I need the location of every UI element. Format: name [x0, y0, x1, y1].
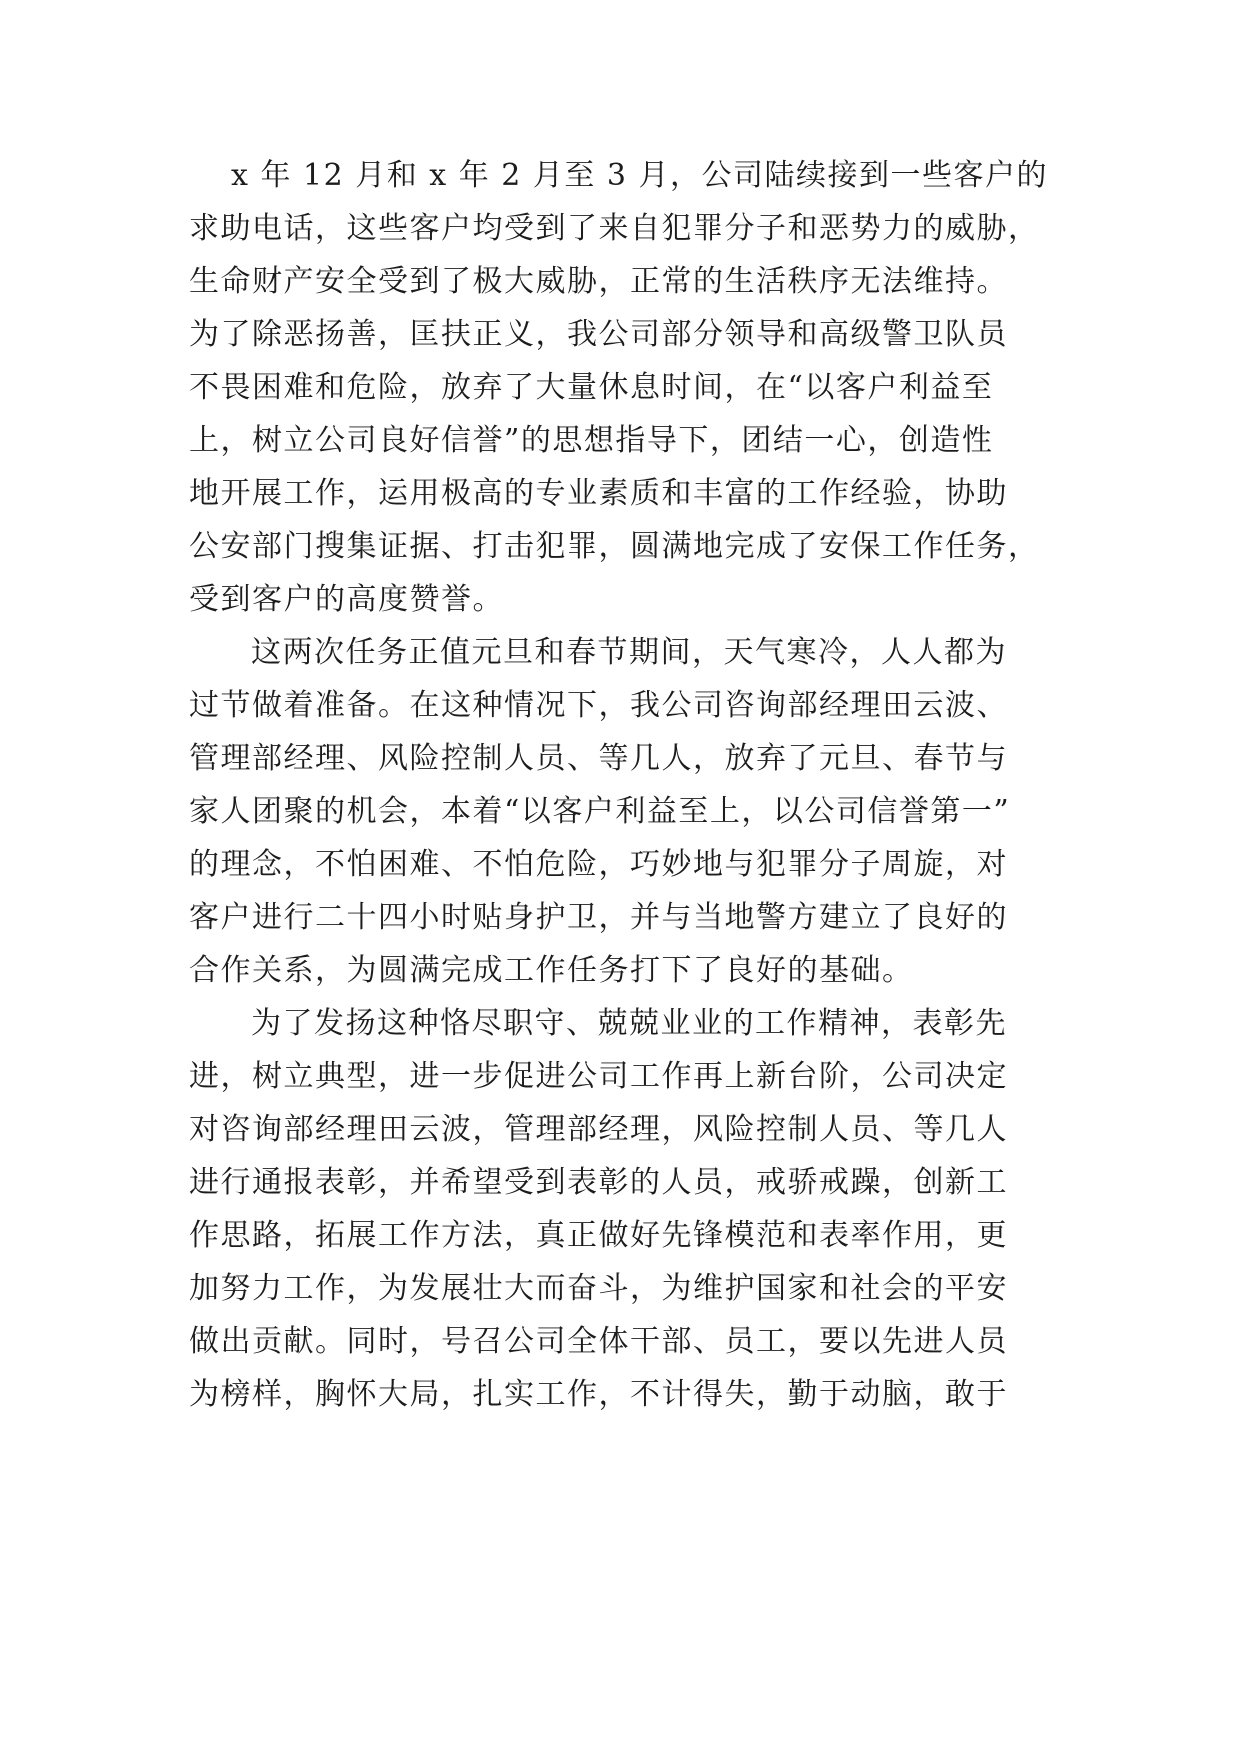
- text-line: 为榜样，胸怀大局，扎实工作，不计得失，勤于动脑，敢于: [189, 1377, 1008, 1412]
- text-line: 管理部经理、风险控制人员、等几人，放弃了元旦、春节与: [189, 741, 1008, 776]
- text-line: x 年 12 月和 x 年 2 月至 3 月，公司陆续接到一些客户的: [231, 158, 1049, 193]
- text-line: 客户进行二十四小时贴身护卫，并与当地警方建立了良好的: [189, 900, 1008, 935]
- text-line: 公安部门搜集证据、打击犯罪，圆满地完成了安保工作任务，: [189, 529, 1040, 564]
- text-line: 作思路，拓展工作方法，真正做好先锋模范和表率作用，更: [189, 1218, 1008, 1253]
- text-line: 求助电话，这些客户均受到了来自犯罪分子和恶势力的威胁，: [189, 211, 1040, 246]
- text-line: 受到客户的高度赞誉。: [189, 582, 504, 617]
- text-line: 为了除恶扬善，匡扶正义，我公司部分领导和高级警卫队员: [189, 317, 1008, 352]
- text-line: 家人团聚的机会，本着“以客户利益至上，以公司信誉第一”: [189, 794, 1011, 829]
- text-line: 生命财产安全受到了极大威胁，正常的生活秩序无法维持。: [189, 264, 1008, 299]
- text-line: 过节做着准备。在这种情况下，我公司咨询部经理田云波、: [189, 688, 1008, 723]
- text-line: 不畏困难和危险，放弃了大量休息时间，在“以客户利益至: [189, 370, 994, 405]
- text-line: 进行通报表彰，并希望受到表彰的人员，戒骄戒躁，创新工: [189, 1165, 1008, 1200]
- text-line: 合作关系，为圆满完成工作任务打下了良好的基础。: [189, 953, 914, 988]
- text-line: 地开展工作，运用极高的专业素质和丰富的工作经验，协助: [189, 476, 1008, 511]
- text-line: 加努力工作，为发展壮大而奋斗，为维护国家和社会的平安: [189, 1271, 1008, 1306]
- text-line: 的理念，不怕困难、不怕危险，巧妙地与犯罪分子周旋，对: [189, 847, 1008, 882]
- text-line: 对咨询部经理田云波，管理部经理，风险控制人员、等几人: [189, 1112, 1008, 1147]
- text-line: 上，树立公司良好信誉”的思想指导下，团结一心，创造性: [189, 423, 994, 458]
- text-line: 进，树立典型，进一步促进公司工作再上新台阶，公司决定: [189, 1059, 1008, 1094]
- text-line: 做出贡献。同时，号召公司全体干部、员工，要以先进人员: [189, 1324, 1008, 1359]
- text-line: 这两次任务正值元旦和春节期间，天气寒冷，人人都为: [251, 635, 1007, 670]
- text-line: 为了发扬这种恪尽职守、兢兢业业的工作精神，表彰先: [251, 1006, 1007, 1041]
